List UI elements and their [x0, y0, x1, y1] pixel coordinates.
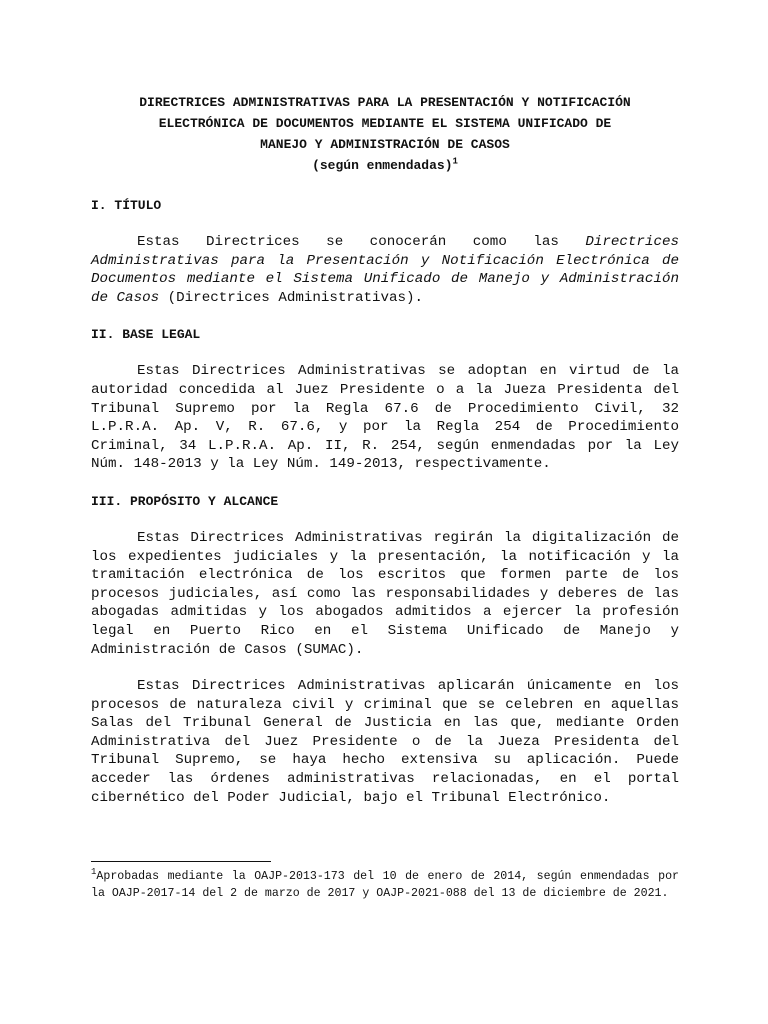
- section-base-legal-paragraph: Estas Directrices Administrativas se adoptan en virtud de la autoridad concedida al Juez Presidente o a la Jueza Presidenta del Tribunal Supremo por la Regla 67.6 de Procedimiento Civil, 32 L.P.R.A. Ap. V, R. 67.6, y por la Regla 254 de Procedimiento Criminal, 34 L.P.R.A. Ap. II, R. 254, según enmendadas por la Ley Núm. 148-2013 y la Ley Núm. 149-2013, respectivamente.: [91, 363, 679, 473]
- paragraph-italic-title: Directrices Administrativas para la Presentación y Notificación Electrónica de Documentos mediante el Sistema Unificado de Manejo y Administración de Casos: [91, 234, 679, 306]
- footnote-text: Aprobadas mediante la OAJP-2013-173 del 10 de enero de 2014, según enmendadas por la OAJP-2017-14 del 2 de marzo de 2017 y OAJP-2021-088 del 13 de diciembre de 2021.: [91, 870, 679, 900]
- section-proposito-paragraph-2: Estas Directrices Administrativas aplicarán únicamente en los procesos de naturaleza civil y criminal que se celebren en aquellas Salas del Tribunal General de Justicia en las que, mediante Orden Administrativa del Juez Presidente o de la Jueza Presidenta del Tribunal Supremo, se haya hecho extensiva su aplicación. Puede acceder las órdenes administrativas relacionadas, en el portal cibernético del Poder Judicial, bajo el Tribunal Electrónico.: [91, 678, 679, 806]
- section-proposito-paragraph-1: Estas Directrices Administrativas regirán la digitalización de los expedientes judiciales y la presentación, la notificación y la tramitación electrónica de los escritos que formen parte de los procesos judiciales, así como las responsabilidades y deberes de las abogadas admitidas y los abogados admitidos a ejercer la profesión legal en Puerto Rico en el Sistema Unificado de Manejo y Administración de Casos (SUMAC).: [91, 529, 679, 658]
- title-line-3: MANEJO Y ADMINISTRACIÓN DE CASOS: [260, 137, 510, 152]
- footnote: [91, 868, 679, 902]
- title-line-2: ELECTRÓNICA DE DOCUMENTOS MEDIANTE EL SISTEMA UNIFICADO DE: [158, 116, 612, 131]
- section-heading-proposito: III. PROPÓSITO Y ALCANCE: [91, 493, 279, 509]
- title-subtitle: (según enmendadas): [312, 158, 453, 173]
- paragraph-tail: (Directrices Administrativas).: [159, 289, 424, 306]
- section-titulo-paragraph: [91, 233, 679, 307]
- section-heading-base-legal: II. BASE LEGAL: [91, 327, 201, 343]
- footnote-separator: [91, 861, 271, 862]
- title-footnote-ref: 1: [452, 156, 458, 167]
- document-title: [91, 92, 679, 176]
- title-line-4: [91, 155, 679, 176]
- document-page: [91, 92, 679, 807]
- section-heading-titulo: I. TÍTULO: [91, 198, 162, 213]
- paragraph-lead: Estas Directrices se conocerán como las: [137, 234, 586, 250]
- title-line-1: DIRECTRICES ADMINISTRATIVAS PARA LA PRESENTACIÓN Y NOTIFICACIÓN: [139, 95, 631, 110]
- footnote-mark: 1: [91, 867, 97, 878]
